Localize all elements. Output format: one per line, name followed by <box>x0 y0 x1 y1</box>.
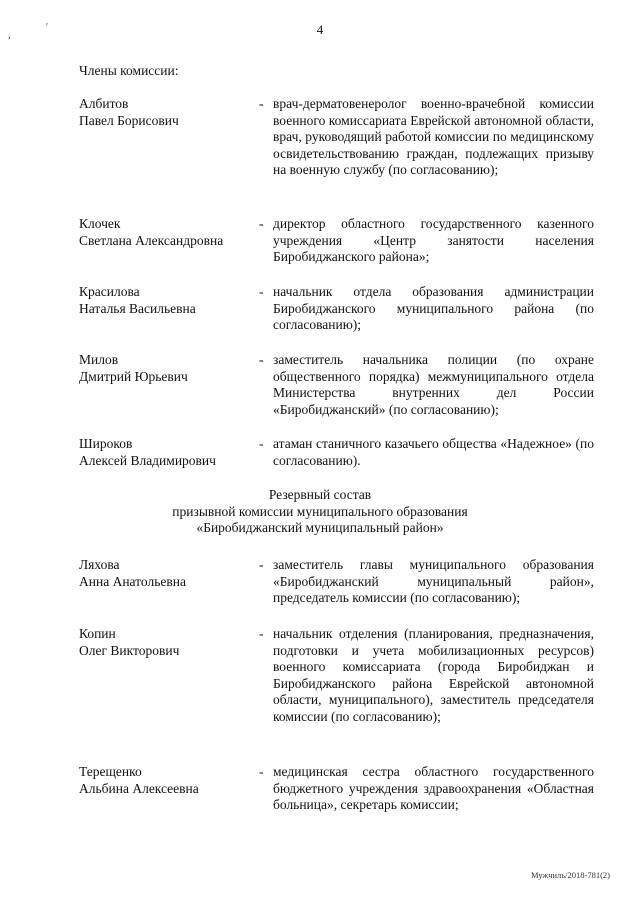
members-heading: Члены комиссии: <box>79 63 179 78</box>
member-name <box>79 352 259 385</box>
member-name <box>79 764 259 797</box>
member-role: начальник отделения (планирования, предназначения, подготовки и учета мобилизационных ресурсов) военного комиссариата (города Биробиджан и Биробиджанского района Еврейской автономной области, муниципального), заместитель председателя комиссии (по согласованию); <box>273 626 594 724</box>
member-name <box>79 436 259 469</box>
dash: - <box>259 352 264 367</box>
member-given-name: Анна Анатольевна <box>79 573 186 589</box>
page-number: 4 <box>316 22 324 37</box>
member-given-name: Альбина Алексеевна <box>79 780 199 796</box>
member-given-name: Павел Борисович <box>79 112 179 128</box>
member-surname: Ляхова <box>79 557 120 572</box>
member-name <box>79 96 259 129</box>
member-role: заместитель начальника полиции (по охране общественного порядка) межмуниципального отдела Министерства внутренних дел России «Биробиджанский» (по согласованию); <box>273 352 594 417</box>
dash: - <box>259 216 264 231</box>
member-surname: Албитов <box>79 96 129 111</box>
dash: - <box>259 764 264 779</box>
reserve-title <box>0 487 640 537</box>
scan-mark: , <box>8 30 11 41</box>
dash: - <box>259 284 264 299</box>
member-surname: Красилова <box>79 284 140 299</box>
member-role: врач-дерматовенеролог военно-врачебной комиссии военного комиссариата Еврейской автономной области, врач, руководящий работой комиссии по медицинскому освидетельствованию граждан, подлежащих призыву на военную службу (по согласованию); <box>273 96 594 177</box>
member-given-name: Светлана Александровна <box>79 232 224 248</box>
footer-code: Мужчиль/2018-781(2) <box>531 870 610 880</box>
member-role: директор областного государственного казенного учреждения «Центр занятости населения Биробиджанского района»; <box>273 216 594 264</box>
member-role: медицинская сестра областного государственного бюджетного учреждения здравоохранения «Областная больница», секретарь комиссии; <box>273 764 594 812</box>
reserve-title-line: призывной комиссии муниципального образования <box>172 503 468 519</box>
dash: - <box>259 436 264 451</box>
dash: - <box>259 96 264 111</box>
reserve-title-line: «Биробиджанский муниципальный район» <box>196 520 444 535</box>
dash: - <box>259 557 264 572</box>
member-name <box>79 626 259 659</box>
member-role: атаман станичного казачьего общества «Надежное» (по согласованию). <box>273 436 594 468</box>
member-surname: Терещенко <box>79 764 142 779</box>
member-given-name: Алексей Владимирович <box>79 452 216 468</box>
member-surname: Копин <box>79 626 116 641</box>
reserve-title-line: Резервный состав <box>268 487 372 502</box>
member-given-name: Наталья Васильевна <box>79 300 196 316</box>
member-given-name: Олег Викторович <box>79 642 180 658</box>
member-given-name: Дмитрий Юрьевич <box>79 368 188 384</box>
scan-mark: ' <box>46 22 48 33</box>
member-name <box>79 284 259 317</box>
dash: - <box>259 626 264 641</box>
member-surname: Широков <box>79 436 133 451</box>
member-surname: Клочек <box>79 216 121 231</box>
member-name <box>79 557 259 590</box>
member-surname: Милов <box>79 352 119 367</box>
member-name <box>79 216 259 249</box>
member-role: заместитель главы муниципального образования «Биробиджанский муниципальный район», председатель комиссии (по согласованию); <box>273 557 594 605</box>
member-role: начальник отдела образования администрации Биробиджанского муниципального района (по согласованию); <box>273 284 594 332</box>
